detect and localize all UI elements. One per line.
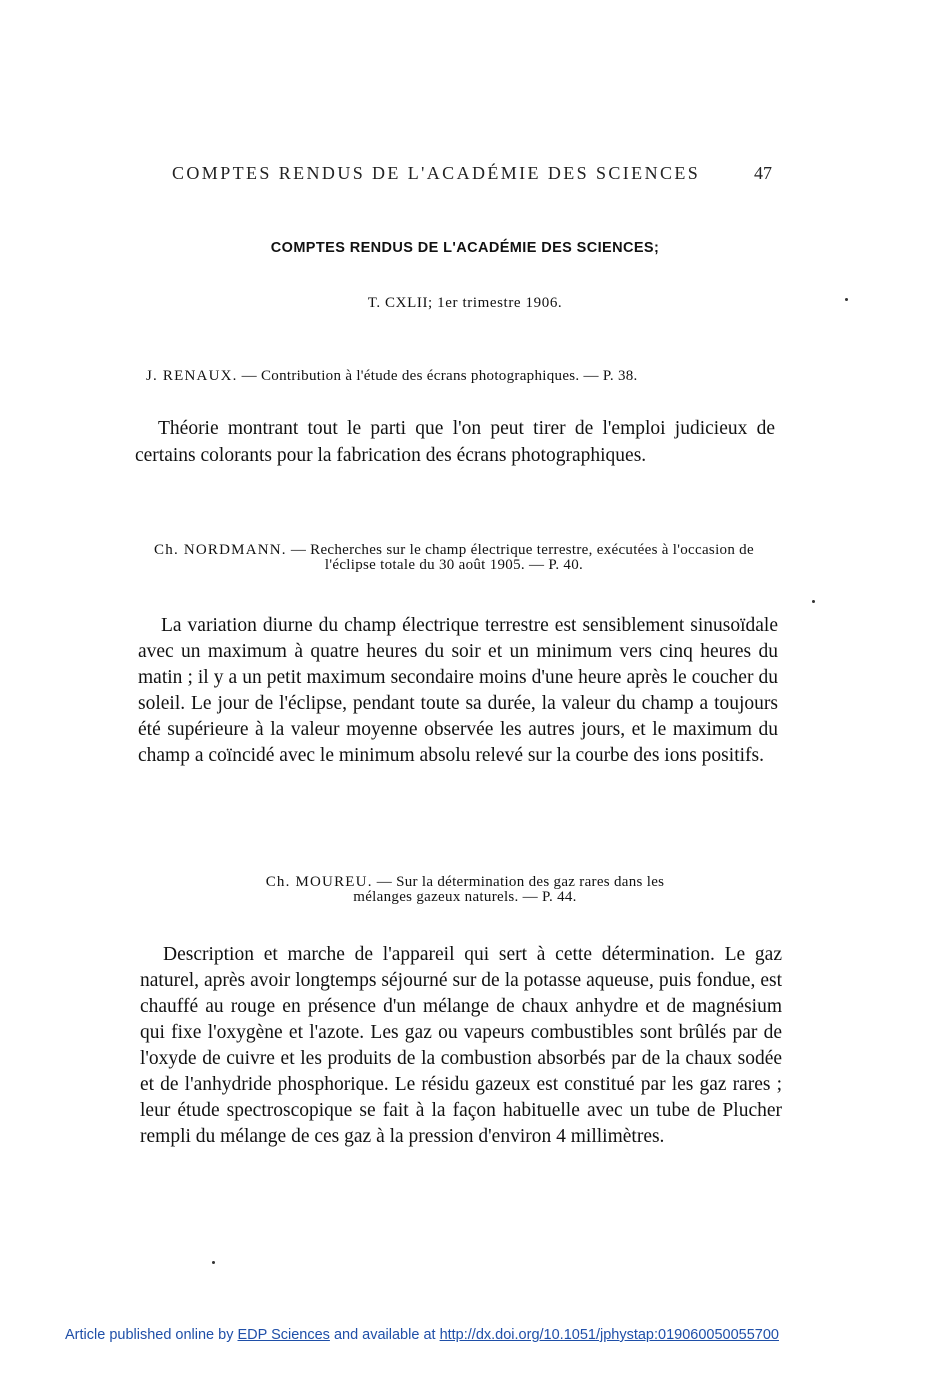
article-abstract [138,613,778,769]
article-citation [133,543,775,573]
running-title: COMPTES RENDUS DE L'ACADÉMIE DES SCIENCES [172,163,701,183]
journal-title: COMPTES RENDUS DE L'ACADÉMIE DES SCIENCES; [270,240,660,256]
page-number: 47 [754,163,772,183]
doi-link[interactable]: http://dx.doi.org/10.1051/jphystap:019060050055700 [439,1327,779,1343]
abstract-text: Description et marche de l'appareil qui sert à cette détermination. Le gaz naturel, après avoir longtemps séjourné sur de la potasse aqueuse, puis fondue, est chauffé au rouge en présence d'un mélange de chaux anhydre et de magnésium qui fixe l'oxygène et l'azote. Les gaz ou vapeurs combustibles sont brûlés par de l'oxyde de cuivre et les produits de la combustion absorbés par de la chaux sodée et de l'anhydride phosphorique. Le résidu gazeux est constitué par les gaz rares ; leur étude spectroscopique se fait à la façon habituelle avec un tube de Plucher rempli du mélange de ces gaz à la pression d'environ 4 millimètres. [140,944,782,1147]
footer-middle: and available at [333,1327,436,1343]
volume-line: T. CXLII; 1er trimestre 1906. [367,295,563,311]
article-title: — Recherches sur le champ électrique terrestre, exécutées à l'occasion de l'éclipse totale du 30 août 1905. — P. 40. [290,542,754,573]
article-citation [146,369,756,384]
abstract-text: Théorie montrant tout le parti que l'on peut tirer de l'emploi judicieux de certains colorants pour la fabrication des écrans photographiques. [135,418,775,466]
article-abstract [135,416,775,469]
page-header [172,163,772,187]
article-author: Ch. MOUREU. [265,874,373,890]
publication-footer [65,1327,865,1343]
article-title: — Sur la détermination des gaz rares dans les mélanges gazeux naturels. — P. 44. [353,874,665,905]
scan-speck [212,1261,215,1264]
article-abstract [140,942,782,1150]
scan-speck [812,600,815,603]
article-citation [250,875,680,905]
publisher-link[interactable]: EDP Sciences [237,1327,330,1343]
scan-speck [845,298,848,301]
footer-prefix: Article published online by [65,1327,234,1343]
abstract-text: La variation diurne du champ électrique terrestre est sensiblement sinusoïdale avec un maximum à quatre heures du soir et un minimum vers cinq heures du matin ; il y a un petit maximum secondaire moins d'une heure après le coucher du soleil. Le jour de l'éclipse, pendant toute sa durée, la valeur du champ a toujours été supérieure à la valeur moyenne observée les autres jours, et le maximum du champ a coïncidé avec le minimum absolu relevé sur la courbe des ions positifs. [138,615,778,766]
article-author: Ch. NORDMANN. [154,542,287,558]
article-title: — Contribution à l'étude des écrans photographiques. — P. 38. [241,368,638,384]
article-author: J. RENAUX. [146,368,238,384]
